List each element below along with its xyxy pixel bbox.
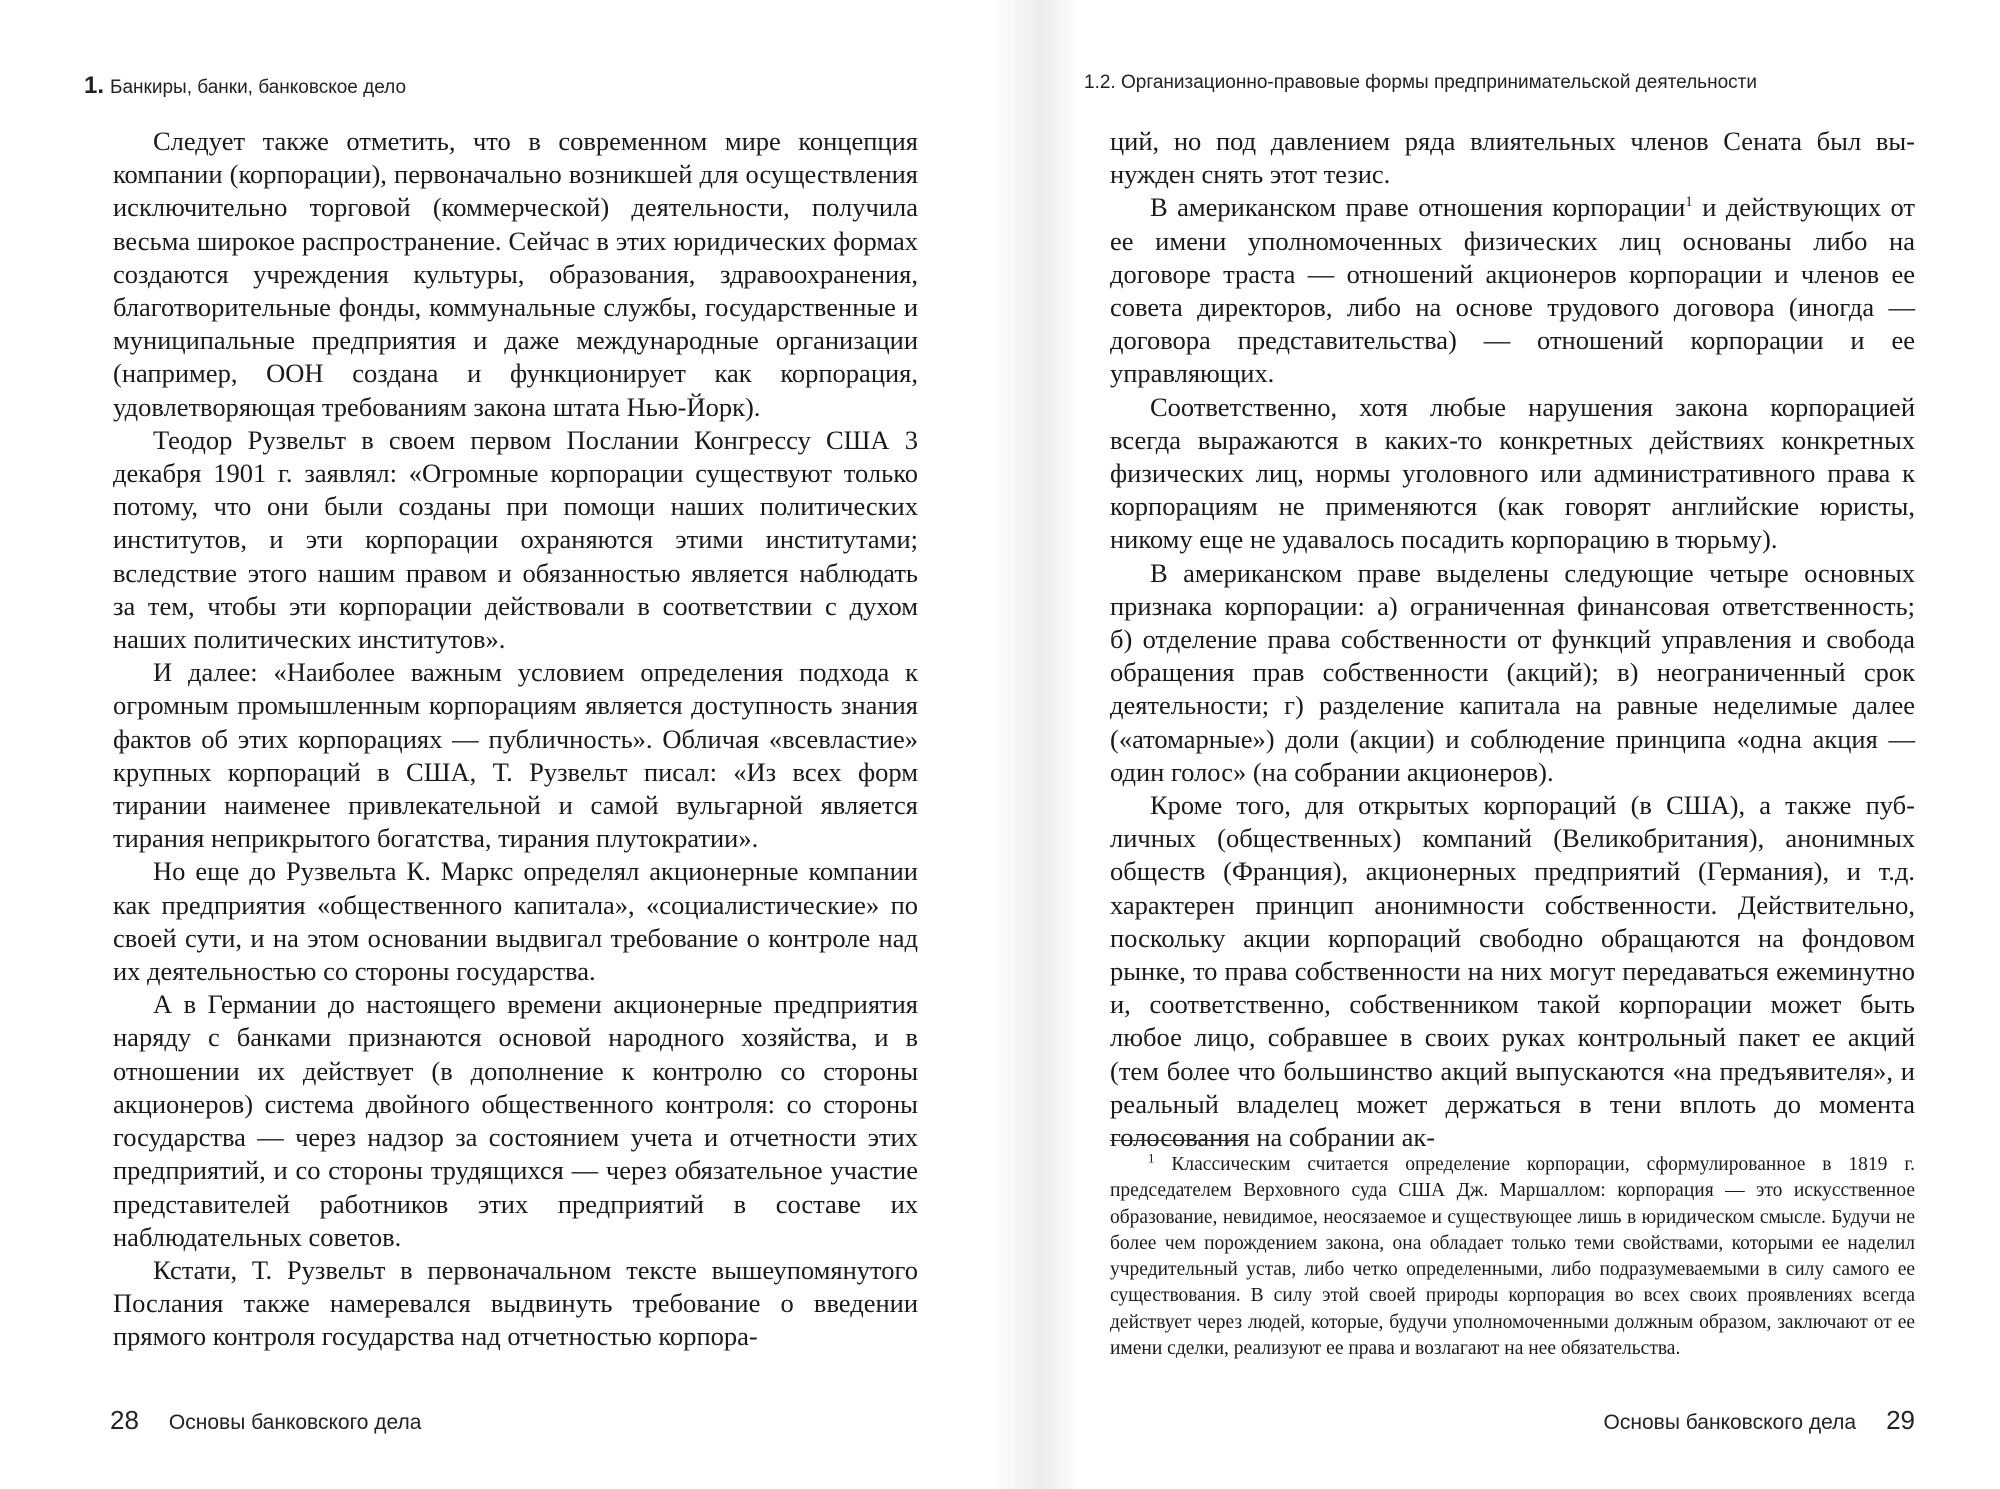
paragraph: В американском праве выделены следующие четыре основных признака корпорации: а) ограниченная финансовая ответственность; б) отделение права собственности от функций управления и свобода обращения прав собственности (акций); в) неограниченный срок деятельности; г) разделение капитала на равные неделимые далее («атомарные») доли (акции) и соблюдение принципа «одна акция — один голос» (на собрании акционеров).	[1110, 557, 1915, 787]
paragraph: Соответственно, хотя любые нарушения закона корпорацией всегда выражаются в каких-то конкретных действиях конкретных физических лиц, нормы уголовного или административного права к корпорациям не применяются (как говорят английские юристы, никому еще не удавалось посадить корпорацию в тюрьму).	[1110, 391, 1915, 555]
paragraph: Но еще до Рузвельта К. Маркс определял акционерные компании как предприятия «общественного капитала», «социалистические» по своей сути, и на этом основании выдвигал требование о контроле над их деятельностью со стороны государства.	[113, 856, 918, 987]
paragraph	[1110, 191, 1915, 390]
section-title: 1.2. Организационно-правовые формы предпринимательской деятельности	[1084, 72, 1757, 93]
paragraph: Теодор Рузвельт в своем первом Послании Конгрессу США 3 декабря 1901 г. заявлял: «Огромные корпорации существуют только потому, что они были созданы при помощи наших политических институтов, и эти корпорации охраняются этими институтами; вследствие этого нашим правом и обязанностью является наблюдать за тем, чтобы эти корпорации действовали в соответствии с духом наших политических институтов».	[113, 424, 918, 655]
chapter-number: 1.	[84, 72, 105, 99]
footnote-text: Классическим считается определение корпорации, сформулированное в 1819 г. председателем Верховного суда США Дж. Маршаллом: корпорация — это искусственное образование, невидимое, неосязаемое и существующее лишь в юридическом смысле. Будучи не более чем порождением закона, она обладает только теми свойствами, которыми ее наделил учредительный устав, либо четко определенными, либо подразумеваемыми в силу самого ее существования. В силу этой своей природы корпорация во всех своих проявлениях всегда действует через людей, которые, будучи уполномоченными должным образом, заключают от ее имени сделки, реализуют ее права и возлагают на нее обязательства.	[1110, 1154, 1915, 1360]
chapter-title: Банкиры, банки, банковское дело	[110, 77, 407, 98]
paragraph: А в Германии до настоящего времени акционерные предприятия наряду с банками признаются основой народного хозяйства, и в отношении их действует (в дополнение к контролю со стороны акционеров) система двойного общественного контроля: со стороны государства — через надзор за состоянием учета и отчетности этих предприятий, и со стороны трудящихся — через обязательное участие представителей работников этих предприятий в составе их наблюдательных советов.	[113, 989, 918, 1252]
footnote-divider	[1110, 1140, 1240, 1141]
footnote-marker: 1	[1685, 194, 1693, 211]
page-number: 29	[1886, 1405, 1915, 1435]
right-page	[1000, 0, 2000, 1489]
paragraph: Следует также отметить, что в современном мире концепция компании (корпорации), первоначально возникшей для осуществления исключительно торговой (коммерческой) деятельности, получила весьма широкое распространение. Сейчас в этих юридических формах создаются учреждения культуры, образования, здравоохранения, благотворительные фонды, коммунальные службы, государственные и муниципальные предприятия и даже международные организации (например, ООН создана и функционирует как корпорация, удовлетворяющая требованиям закона штата Нью-Йорк).	[113, 126, 918, 422]
right-body-text	[1110, 125, 1915, 1154]
book-title: Основы банковского дела	[1603, 1411, 1857, 1434]
paragraph: И далее: «Наиболее важным условием определения подхода к огромным промышленным корпорациям является доступность знания фактов об этих корпорациях — публичность». Обличая «всевластие» крупных корпораций в США, Т. Рузвельт писал: «Из всех форм тирании наименее привлекательной и самой вульгарной является тирания неприкрытого богатства, тирания плутократии».	[113, 657, 918, 854]
book-title: Основы банковского дела	[168, 1411, 422, 1434]
right-folio	[1604, 1405, 1915, 1436]
page-number: 28	[110, 1405, 139, 1435]
paragraph: Кроме того, для открытых корпораций (в США), а также публичных (общественных) компаний (Великобритания), анонимных обществ (Франция), акционерных предприятий (Германия), и т.д. характерен принцип анонимности собственности. Действительно, поскольку акции корпораций свободно обращаются на фондовом рынке, то права собственности на них могут передаваться ежеминутно и, соответственно, собственником такой корпорации может быть любое лицо, собравшее в своих руках контрольный пакет ее акций (тем более что большинство акций выпускаются «на предъявителя», и реальный владелец может держаться в тени вплоть до момента голосования на собрании ак-	[1110, 790, 1915, 1153]
paragraph-text: и действующих от ее имени уполномоченных физических лиц основаны либо на договоре траста — отношений акционеров корпорации и членов ее совета директоров, либо на основе трудового договора (иногда — договора представительства) — отношений корпорации и ее управляющих.	[1110, 192, 1915, 389]
left-folio	[110, 1405, 421, 1436]
right-running-head	[1084, 72, 1757, 94]
footnote	[1110, 1152, 1915, 1362]
footnote-marker: 1	[1148, 1150, 1155, 1166]
paragraph-text: В американском праве отношения корпорации	[1150, 192, 1686, 223]
left-running-head	[84, 72, 406, 100]
paragraph-continuation: ций, но под давлением ряда влиятельных членов Сената был вынужден снять этот тезис.	[1110, 126, 1915, 190]
paragraph: Кстати, Т. Рузвельт в первоначальном тексте вышеупомянутого Послания также намеревался выдвинуть требование о введении прямого контроля государства над отчетностью корпора-	[113, 1254, 918, 1352]
left-body-text	[113, 125, 918, 1354]
